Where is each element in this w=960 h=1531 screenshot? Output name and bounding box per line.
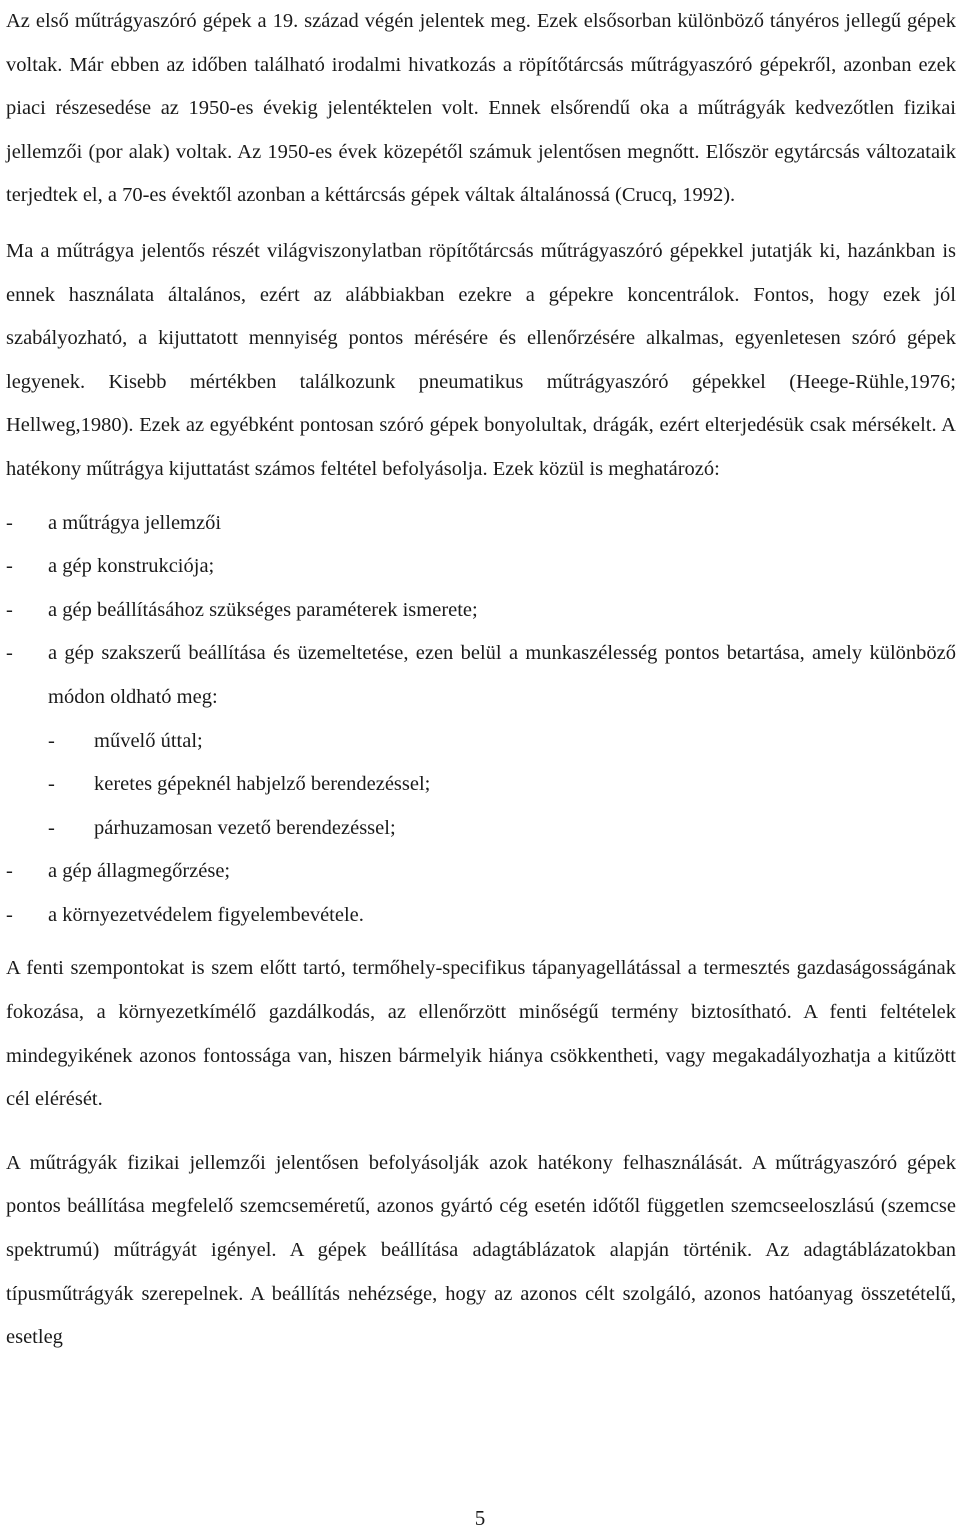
paragraph-physical-properties: A műtrágyák fizikai jellemzői jelentősen befolyásolják azok hatékony felhasználását. A műtrágyaszóró gépek pontos beállítása megfelelő szemcseméretű, azonos gyártó cég esetén időtől független szemcseeloszlású (szemcse spektrumú) műtrágyát igényel. A gépek beállítása adagtáblázatok alapján történik. Az adagtáblázatokban típusműtrágyák szerepelnek. A beállítás nehézsége, hogy az azonos célt szolgáló, azonos hatóanyag összetételű, esetleg bbox=[6, 1151, 956, 1349]
list-item bbox=[6, 850, 956, 894]
sublist-item bbox=[6, 720, 956, 764]
list-item bbox=[6, 545, 956, 589]
list-dash: - bbox=[6, 642, 13, 665]
list-item-text: a környezetvédelem figyelembevétele. bbox=[48, 903, 364, 926]
sublist-item-text: párhuzamosan vezető berendezéssel; bbox=[94, 816, 396, 839]
sublist-item bbox=[6, 763, 956, 807]
list-dash: - bbox=[48, 773, 55, 796]
document-page bbox=[6, 0, 956, 1360]
list-dash: - bbox=[6, 598, 13, 621]
list-dash: - bbox=[48, 816, 55, 839]
list-item-text: a gép szakszerű beállítása és üzemeltetése, ezen belül a munkaszélesség pontos betartása, amely különböző módon oldható meg: bbox=[48, 642, 956, 708]
list-item-text: a gép konstrukciója; bbox=[48, 555, 215, 578]
sublist-item-text: művelő úttal; bbox=[94, 729, 203, 752]
list-item bbox=[6, 589, 956, 633]
list-item bbox=[6, 894, 956, 938]
sublist-item-text: keretes gépeknél habjelző berendezéssel; bbox=[94, 773, 431, 796]
list-item-text: a műtrágya jellemzői bbox=[48, 511, 222, 534]
list-item-text: a gép beállításához szükséges paraméterek ismerete; bbox=[48, 598, 478, 621]
list-dash: - bbox=[6, 555, 13, 578]
list-dash: - bbox=[6, 903, 13, 926]
list-item bbox=[6, 502, 956, 546]
list-dash: - bbox=[6, 860, 13, 883]
list-dash: - bbox=[6, 511, 13, 534]
paragraph-considerations: A fenti szempontokat is szem előtt tartó, termőhely-specifikus tápanyagellátással a termesztés gazdaságosságának fokozása, a környezetkímélő gazdálkodás, az ellenőrzött minőségű termény biztosítható. A fenti feltételek mindegyikének azonos fontossága van, hiszen bármelyik hiánya csökkentheti, vagy megakadályozhatja a kitűzött cél elérését. bbox=[6, 957, 956, 1111]
paragraph-spreaders: Ma a műtrágya jelentős részét világviszonylatban röpítőtárcsás műtrágyaszóró gépekkel jutatják ki, hazánkban is ennek használata általános, ezért az alábbiakban ezekre a gépekre koncentrálok. Fontos, hogy ezek jól szabályozható, a kijuttatott mennyiség pontos mérésére és ellenőrzésére alkalmas, egyenletesen szóró gépek legyenek. Kisebb mértékben találkozunk pneumatikus műtrágyaszóró gépekkel (Heege-Rühle,1976; Hellweg,1980). Ezek az egyébként pontosan szóró gépek bonyolultak, drágák, ezért elterjedésük csak mérsékelt. A hatékony műtrágya kijuttatást számos feltétel befolyásolja. Ezek közül is meghatározó: bbox=[6, 239, 956, 480]
paragraph-history: Az első műtrágyaszóró gépek a 19. század végén jelentek meg. Ezek elsősorban különböző tányéros jellegű gépek voltak. Már ebben az időben található irodalmi hivatkozás a röpítőtárcsás műtrágyaszóró gépekről, azonban ezek piaci részesedése az 1950-es évekig jelentéktelen volt. Ennek elsőrendű oka a műtrágyák kedvezőtlen fizikai jellemzői (por alak) voltak. Az 1950-es évek közepétől számuk jelentősen megnőtt. Először egytárcsás változataik terjedtek el, a 70-es évektől azonban a kéttárcsás gépek váltak általánossá (Crucq, 1992). bbox=[6, 10, 956, 207]
sublist-item bbox=[6, 807, 956, 851]
list-item bbox=[6, 632, 956, 719]
list-item-text: a gép állagmegőrzése; bbox=[48, 860, 231, 883]
list-dash: - bbox=[48, 729, 55, 752]
factor-list bbox=[6, 502, 956, 938]
page-number: 5 bbox=[474, 1506, 486, 1530]
